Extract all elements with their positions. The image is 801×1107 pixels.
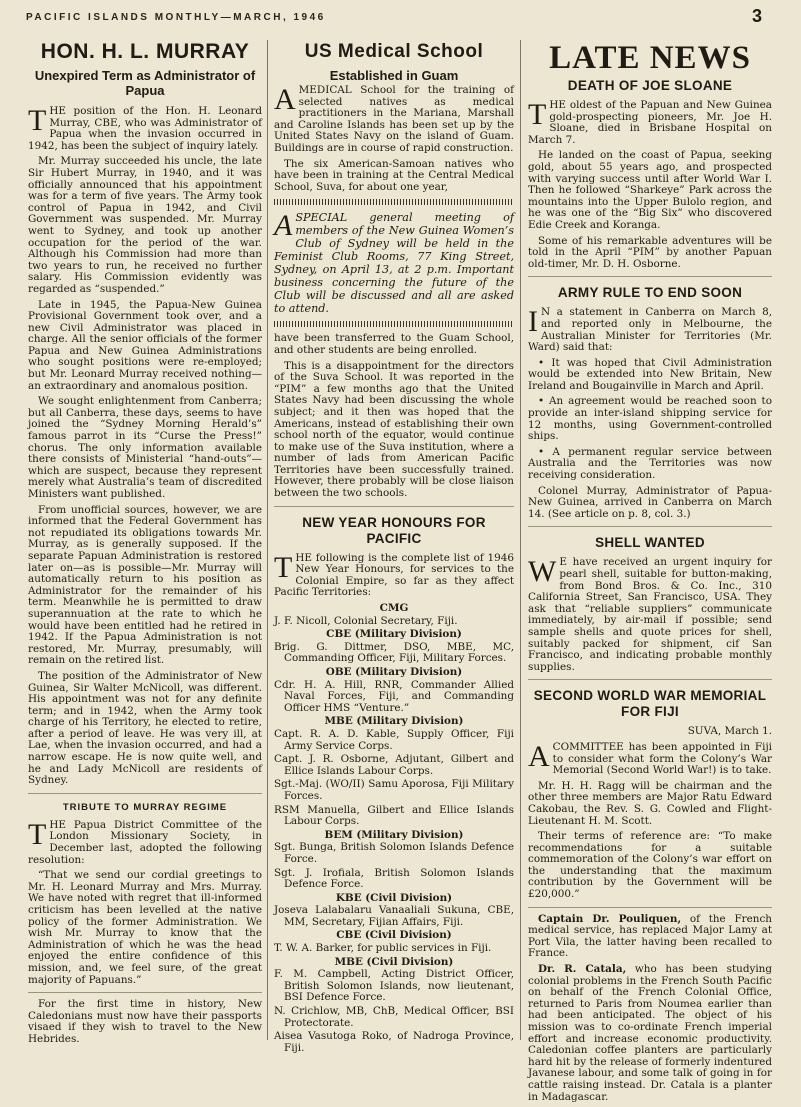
paragraph <box>274 85 514 155</box>
honour-entry: F. M. Campbell, Acting District Officer, British Solomon Islands, now lieutenant, BSI Defence Force. <box>274 968 514 1004</box>
notice-text: SPECIAL general meeting of members of the New Guinea Women’s Club of Sydney will be held in the Feminist Club Rooms, 77 King Street, Sydney, on April 13, at 2 p.m. Important business concerning the future of the Club will be discussed and all are asked to attend. <box>274 211 514 316</box>
paragraph: Mr. H. H. Ragg will be chairman and the other three members are Major Ratu Edward Cakobau, the Rev. S. G. Cowled and Flight-Lieutenant H. M. Scott. <box>528 779 772 827</box>
honour-category: CMG <box>379 602 409 615</box>
honour-entry: Capt. J. R. Osborne, Adjutant, Gilbert and Ellice Islands Labour Corps. <box>274 753 514 777</box>
column-rule <box>520 40 521 1040</box>
honour-entry: RSM Manuella, Gilbert and Ellice Islands Labour Corps. <box>274 803 514 828</box>
honour-entry: Brig. G. Dittmer, DSO, MBE, MC, Commanding Officer, Fiji, Military Forces. <box>274 640 514 665</box>
paragraph-text: MEDICAL School for the training of selected natives as medical practitioners in the Mariana, Marshall and Caroline Islands has been set up by the United States Navy on the island of Guam. Buildings are in course of rapid construction. <box>274 84 514 154</box>
paragraph-text: E have received an urgent inquiry for pearl shell, suitable for button-making, from Bond Bros. & Co. Inc., 310 California Street, San Francisco, USA. They ask that “reliable suppliers” communicate immediately, by air-mail if possible; send sample shells and quote prices for shell, suitably packed for shipment, cif San Francisco, and indicating probable monthly supplies. <box>528 556 772 673</box>
paragraph-text: HE position of the Hon. H. Leonard Murray, CBE, who was Administrator of Papua when the invasion occurred in 1942, has been the subject of inquiry lately. <box>28 105 262 152</box>
running-header: PACIFIC ISLANDS MONTHLY—MARCH, 1946 <box>26 12 326 23</box>
paragraph <box>28 817 262 866</box>
honour-category: MBE (Civil Division) <box>334 955 454 968</box>
honour-entry: J. F. Nicoll, Colonial Secretary, Fiji. <box>274 614 458 627</box>
paragraph-text: N a statement in Canberra on March 8, and reported only in Melbourne, the Australian Minister for Territories (Mr. Ward) said that: <box>528 306 772 354</box>
honour-category: OBE (Military Division) <box>325 666 463 678</box>
column-rule <box>267 40 268 1040</box>
honour-category: BEM (Military Division) <box>324 828 464 841</box>
headline-murray: HON. H. L. MURRAY <box>40 40 250 63</box>
subhead-shell-wanted: SHELL WANTED <box>595 535 705 551</box>
honour-category: MBE (Military Division) <box>324 715 464 728</box>
paragraph: • An agreement would be reached soon to provide an inter-island shipping service for 12 months, using Government-controlled ships. <box>528 395 772 443</box>
paragraph: • A permanent regular service between Australia and the Territories was now receiving consideration. <box>528 445 772 482</box>
drop-cap: W <box>528 555 557 589</box>
column-medical-honours <box>274 40 514 1056</box>
paragraph-text: who has been studying colonial problems in the French South Pacific on behalf of the French Colonial Office, returned to Paris from Noumea earlier than had been anticipated. The object of his mission was to co-ordinate French imperial effort and increase economic productivity. Caledonian coffee planters are particularly hard hit by the release of formerly indentured Javanese labour, and some talk of going in for cattle raising instead. Dr. Catala is a planter in Madagascar. <box>528 963 773 1103</box>
paragraph: The position of the Administrator of New Guinea, Sir Walter McNicoll, was different. His appointment was not for any definite term; and in 1942, when the Army took charge of his Territory, he elected to retire, after a period of leave. He was very ill, at Lae, when the invasion occurred, and had a narrow escape. He is now quite well, and he and Lady McNicoll are residents of Sydney. <box>28 669 262 787</box>
headline-medical-school: US Medical School <box>304 41 484 62</box>
paragraph: “That we send our cordial greetings to Mr. H. Leonard Murray and Mrs. Murray. We have noted with regret that ill-informed criticism has been levelled at the native policy of the former Administration. We wish Mr. Murray to know that the Administration of which he was the head enjoyed the entire confidence of this mission, and, we feel sure, of the great majority of Papuans.” <box>28 869 262 986</box>
paragraph: Late in 1945, the Papua-New Guinea Provisional Government took over, and a new Civil Administrator was placed in charge. All the senior officials of the former Papua and New Guinea Administrations who sought positions were re-employed; but Mr. Leonard Murray received nothing—an extraordinary and anomalous position. <box>28 298 262 392</box>
paragraph: Some of his remarkable adventures will be told in the April “PIM” by another Papuan old-timer, Mr. D. H. Osborne. <box>528 234 772 270</box>
paragraph: The six American-Samoan natives who have been in training at the Central Medical School, Suva, for about one year, <box>274 157 514 193</box>
paragraph <box>528 914 772 960</box>
paragraph-text: COMMITTEE has been appointed in Fiji to consider what form the Colony’s War Memorial (Second World War!) is to take. <box>552 740 772 777</box>
drop-cap: T <box>28 104 47 137</box>
column-late-news <box>528 40 772 1107</box>
paragraph: • It was hoped that Civil Administration would be extended into New Britain, New Ireland and Bougainville in March and April. <box>528 356 772 392</box>
divider <box>528 907 772 908</box>
drop-cap: T <box>274 550 293 584</box>
honour-entry: Sgt. J. Irofiala, British Solomon Islands Defence Force. <box>274 866 514 891</box>
drop-cap: A <box>274 209 293 243</box>
divider <box>528 679 772 680</box>
paragraph-text: HE oldest of the Papuan and New Guinea gold-prospecting pioneers, Mr. Joe H. Sloane, died in Brisbane Hospital on March 7. <box>528 99 772 146</box>
hatched-divider <box>274 321 514 327</box>
honour-category: KBE (Civil Division) <box>335 891 453 904</box>
honour-entry: T. W. A. Barker, for public services in Fiji. <box>274 942 492 955</box>
honour-entry: Sgt.-Maj. (WO/II) Samu Aporosa, Fiji Military Forces. <box>274 778 514 802</box>
paragraph: From unofficial sources, however, we are informed that the Federal Government has not repudiated its obligations towards Mr. Murray, as is generally supposed. If the separate Papuan Administration is restored later on—as is possible—Mr. Murray will automatically return to his position as Administrator for the remainder of his term. Meanwhile he is permitted to draw superannuation at the rate to which he would have been entitled had he retired in 1942. If the Papua Administration is not restored, Mr. Murray, presumably, will remain on the retired list. <box>28 503 262 667</box>
honour-entry: Sgt. Bunga, British Solomon Islands Defence Force. <box>274 841 514 865</box>
paragraph <box>528 100 772 146</box>
dateline: SUVA, March 1. <box>687 725 772 738</box>
paragraph: have been transferred to the Guam School, and other students are being enrolled. <box>274 332 514 356</box>
paragraph <box>528 307 772 353</box>
subhead-war-memorial: SECOND WORLD WAR MEMORIAL FOR FIJI <box>533 688 767 720</box>
honour-entry: Joseva Lalabalaru Vanaaliali Sukuna, CBE, MM, Secretary, Fijian Affairs, Fiji. <box>274 904 514 928</box>
club-notice <box>274 211 514 315</box>
paragraph: Their terms of reference are: “To make recommendations for a suitable commemoration of the Colony’s war effort on the understanding that the maximum contribution by the Government will be £20,000.” <box>528 830 772 901</box>
honour-entry: Aisea Vasutoga Roko, of Nadroga Province, Fiji. <box>274 1030 514 1054</box>
honour-entry: N. Crichlow, MB, ChB, Medical Officer, BSI Protectorate. <box>274 1005 514 1029</box>
person-name: Dr. R. Catala, <box>538 963 627 976</box>
paragraph-text: HE Papua District Committee of the London Missionary Society, in December last, adopted the following resolution: <box>28 818 262 866</box>
paragraph <box>528 557 772 673</box>
person-name: Captain Dr. Pouliquen, <box>538 912 682 925</box>
column-murray <box>28 40 262 1050</box>
paragraph: Mr. Murray succeeded his uncle, the late Sir Hubert Murray, in 1940, and it was officially announced that his appointment was for a term of five years. The Army took control of Papua in 1942, and Civil Government was suspended. Mr. Murray went to Sydney, and took up another occupation for the period of the war. Although his Commission had more than two years to run, he received no further salary. His Commission evidently was regarded as “suspended.” <box>28 155 262 295</box>
paragraph-text: of the French medical service, has replaced Major Lamy at Port Vila, the latter having been recalled to France. <box>528 912 772 960</box>
paragraph <box>28 106 262 152</box>
paragraph <box>274 550 514 599</box>
divider <box>28 992 262 993</box>
divider <box>528 526 772 527</box>
hatched-divider <box>274 199 514 205</box>
page-number: 3 <box>752 6 763 26</box>
paragraph <box>528 964 772 1103</box>
subhead-sloane: DEATH OF JOE SLOANE <box>567 78 733 93</box>
paragraph <box>528 739 772 777</box>
drop-cap: A <box>528 739 550 773</box>
paragraph-text: HE following is the complete list of 1946 New Year Honours, for services to the Colonial Empire, so far as they affect Pacific Territories: <box>274 551 514 599</box>
drop-cap: T <box>528 98 547 131</box>
paragraph: He landed on the coast of Papua, seeking gold, about 55 years ago, and prospected with varying success until after World War I. Then he followed “Sharkeye” Park across the mountains into the Upper Bulolo region, and he was one of the “Big Six” who discovered Edie Creek and Koranga. <box>528 149 772 231</box>
honour-category: CBE (Military Division) <box>326 628 462 641</box>
paragraph: Colonel Murray, Administrator of Papua-New Guinea, arrived in Canberra on March 14. (See article on p. 8, col. 3.) <box>528 484 772 520</box>
drop-cap: A <box>274 83 296 116</box>
divider <box>28 793 262 794</box>
headline-honours: NEW YEAR HONOURS FOR PACIFIC <box>302 514 486 546</box>
subhead-army-rule: ARMY RULE TO END SOON <box>557 285 743 301</box>
paragraph: We sought enlightenment from Canberra; but all Canberra, these days, seems to have joined the “Sydney Morning Herald’s” famous parrot in its “Curse the Press!” chorus. The only information available there consists of Ministerial “hand-outs”—which are suspect, because they represent merely what Australia’s team of discredited Ministers want published. <box>28 395 262 500</box>
honour-category: CBE (Civil Division) <box>336 929 452 942</box>
divider <box>528 276 772 277</box>
headline-late-news: LATE NEWS <box>549 40 751 76</box>
drop-cap: I <box>528 305 538 339</box>
subhead-tribute: TRIBUTE TO MURRAY REGIME <box>62 801 228 813</box>
paragraph: This is a disappointment for the directors of the Suva School. It was reported in the “PIM” a few months ago that the United States Navy had been discussing the whole subject; and it then was hoped that the Americans, instead of establishing their own school north of the equator, would continue to make use of the Suva institution, where a number of lads from American Pacific Territories have been successfully trained. However, there probably will be close liaison between the two schools. <box>274 359 514 500</box>
honour-entry: Capt. R. A. D. Kable, Supply Officer, Fiji Army Service Corps. <box>274 727 514 752</box>
drop-cap: T <box>28 817 47 851</box>
divider <box>274 506 514 507</box>
honour-entry: Cdr. H. A. Hill, RNR, Commander Allied Naval Forces, Fiji, and Commanding Officer HMS “Venture.” <box>274 678 514 714</box>
subhead-murray: Unexpired Term as Administrator of Papua <box>34 68 256 98</box>
subhead-guam: Established in Guam <box>329 68 459 83</box>
paragraph: For the first time in history, New Caledonians must now have their passports visaed if they wish to travel to the New Hebrides. <box>28 998 262 1045</box>
